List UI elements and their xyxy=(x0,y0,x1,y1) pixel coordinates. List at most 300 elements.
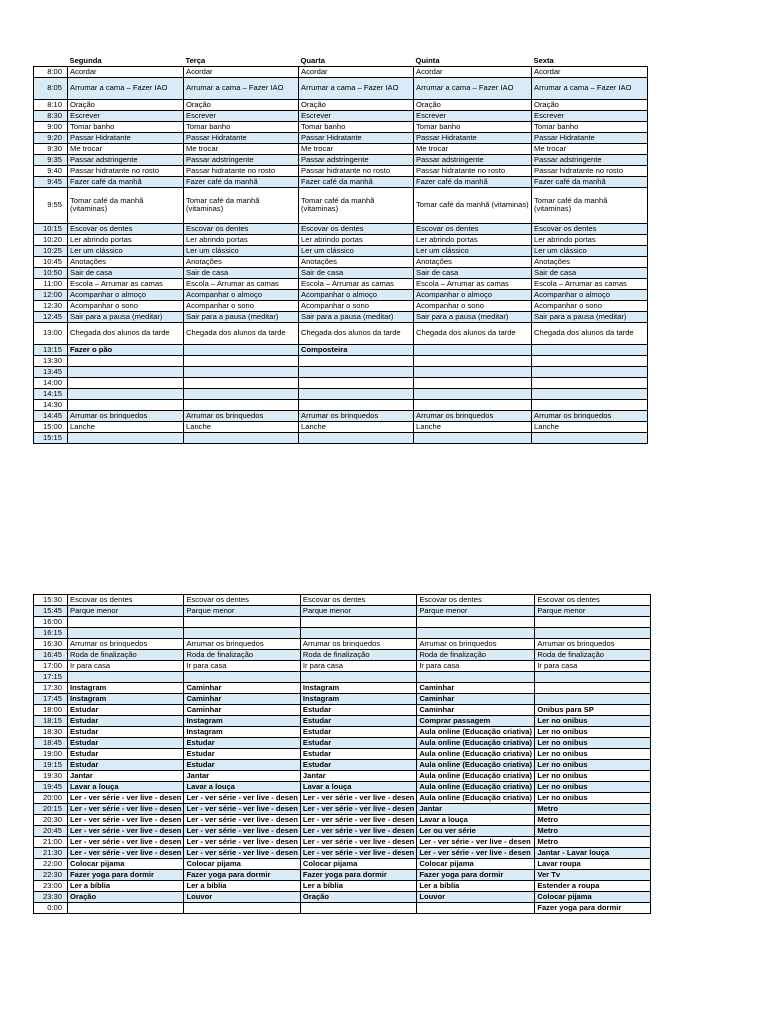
time-cell: 13:15 xyxy=(34,344,68,355)
activity-cell: Chegada dos alunos da tarde xyxy=(299,322,414,344)
activity-cell: Parque menor xyxy=(300,606,416,617)
activity-cell: Oração xyxy=(68,892,184,903)
activity-cell xyxy=(532,388,648,399)
activity-cell: Ler no onibus xyxy=(535,760,651,771)
table-row xyxy=(34,432,648,443)
time-cell: 15:00 xyxy=(34,421,68,432)
activity-cell xyxy=(414,344,532,355)
time-cell: 14:45 xyxy=(34,410,68,421)
activity-cell: Acordar xyxy=(299,66,414,77)
time-cell: 9:40 xyxy=(34,165,68,176)
table-row xyxy=(34,837,651,848)
activity-cell: Estender a roupa xyxy=(535,881,651,892)
activity-cell: Escola – Arrumar as camas xyxy=(532,278,648,289)
activity-cell: Ver Tv xyxy=(535,870,651,881)
activity-cell: Ler - ver série - ver live - desen xyxy=(300,815,416,826)
activity-cell xyxy=(299,355,414,366)
table-row xyxy=(34,311,648,322)
table-row xyxy=(34,793,651,804)
table-row xyxy=(34,749,651,760)
activity-cell: Ler - ver série - ver live - desen xyxy=(68,848,184,859)
time-cell: 0:00 xyxy=(34,903,68,914)
table-row xyxy=(34,859,651,870)
activity-cell: Escola – Arrumar as camas xyxy=(414,278,532,289)
activity-cell: Arrumar os brinquedos xyxy=(414,410,532,421)
activity-cell: Passar adstringente xyxy=(68,154,184,165)
table-row xyxy=(34,154,648,165)
table-row xyxy=(34,716,651,727)
activity-cell: Sair para a pausa (meditar) xyxy=(68,311,184,322)
activity-cell: Aula online (Educação criativa) xyxy=(417,738,535,749)
time-cell: 8:30 xyxy=(34,110,68,121)
activity-cell: Ler - ver série - ver live - desen xyxy=(184,815,300,826)
activity-cell: Escola – Arrumar as camas xyxy=(184,278,299,289)
activity-cell: Ler - ver série - ver live - desen xyxy=(184,793,300,804)
time-cell: 17:45 xyxy=(34,694,68,705)
activity-cell: Fazer café da manhã xyxy=(414,176,532,187)
activity-cell xyxy=(184,432,299,443)
activity-cell xyxy=(414,366,532,377)
activity-cell: Metro xyxy=(535,837,651,848)
activity-cell: Lanche xyxy=(299,421,414,432)
activity-cell: Escovar os dentes xyxy=(300,595,416,606)
activity-cell: Passar Hidratante xyxy=(299,132,414,143)
activity-cell: Ler ou ver série xyxy=(417,826,535,837)
activity-cell: Aula online (Educação criativa) xyxy=(417,782,535,793)
table-row xyxy=(34,705,651,716)
activity-cell: Composteira xyxy=(299,344,414,355)
day-header: Quarta xyxy=(300,55,325,65)
activity-cell xyxy=(299,399,414,410)
activity-cell xyxy=(68,617,184,628)
time-cell: 20:15 xyxy=(34,804,68,815)
activity-cell: Tomar banho xyxy=(68,121,184,132)
activity-cell: Ler no onibus xyxy=(535,727,651,738)
activity-cell: Aula online (Educação criativa) xyxy=(417,749,535,760)
activity-cell: Ler - ver série - ver live - desen xyxy=(68,837,184,848)
activity-cell: Anotações xyxy=(414,256,532,267)
activity-cell: Ler - ver série - ver live - desen xyxy=(184,826,300,837)
activity-cell xyxy=(184,355,299,366)
table-row xyxy=(34,881,651,892)
activity-cell: Sair para a pausa (meditar) xyxy=(532,311,648,322)
activity-cell: Ler a bíblia xyxy=(300,881,416,892)
activity-cell: Escovar os dentes xyxy=(184,223,299,234)
activity-cell: Jantar xyxy=(417,804,535,815)
activity-cell: Lanche xyxy=(414,421,532,432)
activity-cell xyxy=(532,344,648,355)
activity-cell: Estudar xyxy=(300,760,416,771)
activity-cell xyxy=(184,628,300,639)
activity-cell: Sair de casa xyxy=(184,267,299,278)
activity-cell: Fazer o pão xyxy=(68,344,184,355)
activity-cell: Tomar café da manhã (vitaminas) xyxy=(299,187,414,223)
activity-cell: Fazer café da manhã xyxy=(532,176,648,187)
activity-cell: Chegada dos alunos da tarde xyxy=(68,322,184,344)
table-row xyxy=(34,595,651,606)
activity-cell: Chegada dos alunos da tarde xyxy=(532,322,648,344)
activity-cell xyxy=(184,344,299,355)
activity-cell: Passar Hidratante xyxy=(414,132,532,143)
activity-cell: Ler - ver série - ver live - desen xyxy=(300,837,416,848)
activity-cell: Escovar os dentes xyxy=(184,595,300,606)
table-row xyxy=(34,760,651,771)
activity-cell: Lavar a louça xyxy=(184,782,300,793)
activity-cell xyxy=(184,399,299,410)
activity-cell: Estudar xyxy=(184,749,300,760)
activity-cell: Estudar xyxy=(68,760,184,771)
time-cell: 15:45 xyxy=(34,606,68,617)
activity-cell: Roda de finalização xyxy=(184,650,300,661)
activity-cell: Acompanhar o sono xyxy=(68,300,184,311)
activity-cell: Tomar café da manhã (vitaminas) xyxy=(532,187,648,223)
activity-cell: Caminhar xyxy=(417,694,535,705)
table-row xyxy=(34,727,651,738)
table-row xyxy=(34,617,651,628)
activity-cell: Ir para casa xyxy=(68,661,184,672)
activity-cell: Comprar passagem xyxy=(417,716,535,727)
activity-cell xyxy=(535,694,651,705)
time-cell: 11:00 xyxy=(34,278,68,289)
table-row xyxy=(34,903,651,914)
activity-cell xyxy=(184,672,300,683)
activity-cell: Passar adstringente xyxy=(184,154,299,165)
activity-cell: Tomar café da manhã (vitaminas) xyxy=(414,187,532,223)
activity-cell: Roda de finalização xyxy=(535,650,651,661)
time-cell: 13:30 xyxy=(34,355,68,366)
activity-cell: Tomar banho xyxy=(532,121,648,132)
activity-cell: Instagram xyxy=(184,716,300,727)
activity-cell: Anotações xyxy=(532,256,648,267)
activity-cell: Escrever xyxy=(299,110,414,121)
activity-cell: Arrumar os brinquedos xyxy=(299,410,414,421)
activity-cell: Colocar pijama xyxy=(184,859,300,870)
activity-cell: Parque menor xyxy=(535,606,651,617)
activity-cell: Escovar os dentes xyxy=(68,223,184,234)
time-cell: 10:15 xyxy=(34,223,68,234)
activity-cell: Ler - ver série - ver live - desen xyxy=(68,793,184,804)
table-row xyxy=(34,826,651,837)
activity-cell: Fazer yoga para dormir xyxy=(68,870,184,881)
table-row xyxy=(34,143,648,154)
activity-cell: Sair para a pausa (meditar) xyxy=(299,311,414,322)
activity-cell: Passar hidratante no rosto xyxy=(299,165,414,176)
time-cell: 9:45 xyxy=(34,176,68,187)
table-row xyxy=(34,245,648,256)
activity-cell: Colocar pijama xyxy=(535,892,651,903)
activity-cell: Lanche xyxy=(184,421,299,432)
activity-cell: Ler - ver série - ver live - desen xyxy=(300,804,416,815)
activity-cell: Arrumar a cama – Fazer IAO xyxy=(532,77,648,99)
activity-cell: Acordar xyxy=(532,66,648,77)
activity-cell: Ir para casa xyxy=(535,661,651,672)
activity-cell xyxy=(532,355,648,366)
time-cell: 19:00 xyxy=(34,749,68,760)
activity-cell: Ler no onibus xyxy=(535,782,651,793)
activity-cell: Tomar banho xyxy=(414,121,532,132)
activity-cell: Fazer yoga para dormir xyxy=(300,870,416,881)
time-cell: 17:00 xyxy=(34,661,68,672)
activity-cell: Arrumar a cama – Fazer IAO xyxy=(299,77,414,99)
activity-cell: Arrumar os brinquedos xyxy=(417,639,535,650)
activity-cell: Caminhar xyxy=(417,683,535,694)
activity-cell xyxy=(68,628,184,639)
activity-cell: Ler no onibus xyxy=(535,716,651,727)
time-cell: 10:25 xyxy=(34,245,68,256)
time-cell: 18:30 xyxy=(34,727,68,738)
activity-cell xyxy=(532,366,648,377)
activity-cell xyxy=(414,388,532,399)
activity-cell: Acompanhar o almoço xyxy=(68,289,184,300)
activity-cell: Roda de finalização xyxy=(417,650,535,661)
activity-cell: Ler abrindo portas xyxy=(299,234,414,245)
activity-cell xyxy=(184,903,300,914)
table-row xyxy=(34,421,648,432)
time-cell: 8:00 xyxy=(34,66,68,77)
activity-cell: Parque menor xyxy=(68,606,184,617)
header-time-cell xyxy=(34,55,68,66)
activity-cell: Arrumar os brinquedos xyxy=(535,639,651,650)
activity-cell: Ler - ver série - ver live - desen xyxy=(417,837,535,848)
activity-cell: Fazer café da manhã xyxy=(299,176,414,187)
activity-cell: Ler no onibus xyxy=(535,749,651,760)
activity-cell xyxy=(299,432,414,443)
activity-cell: Ler a bíblia xyxy=(184,881,300,892)
table-row xyxy=(34,661,651,672)
activity-cell xyxy=(414,432,532,443)
activity-cell xyxy=(417,672,535,683)
time-cell: 9:55 xyxy=(34,187,68,223)
activity-cell: Ler - ver série - ver live - desen xyxy=(68,815,184,826)
table-row xyxy=(34,267,648,278)
activity-cell: Tomar banho xyxy=(184,121,299,132)
activity-cell: Escola – Arrumar as camas xyxy=(68,278,184,289)
activity-cell: Ler no onibus xyxy=(535,793,651,804)
activity-cell: Escrever xyxy=(532,110,648,121)
table-row xyxy=(34,628,651,639)
activity-cell: Anotações xyxy=(299,256,414,267)
table-row xyxy=(34,344,648,355)
table-row xyxy=(34,782,651,793)
activity-cell: Escovar os dentes xyxy=(535,595,651,606)
activity-cell: Metro xyxy=(535,826,651,837)
table-row xyxy=(34,165,648,176)
activity-cell: Roda de finalização xyxy=(300,650,416,661)
activity-cell: Ler abrindo portas xyxy=(532,234,648,245)
activity-cell: Instagram xyxy=(300,683,416,694)
activity-cell: Acompanhar o almoço xyxy=(532,289,648,300)
activity-cell xyxy=(68,388,184,399)
activity-cell xyxy=(184,388,299,399)
activity-cell: Acompanhar o almoço xyxy=(299,289,414,300)
time-cell: 22:30 xyxy=(34,870,68,881)
activity-cell: Jantar - Lavar louça xyxy=(535,848,651,859)
activity-cell: Acompanhar o almoço xyxy=(414,289,532,300)
activity-cell: Chegada dos alunos da tarde xyxy=(414,322,532,344)
time-cell: 18:15 xyxy=(34,716,68,727)
activity-cell: Escrever xyxy=(414,110,532,121)
time-cell: 15:15 xyxy=(34,432,68,443)
time-cell: 18:00 xyxy=(34,705,68,716)
table-row xyxy=(34,355,648,366)
activity-cell xyxy=(299,377,414,388)
time-cell: 13:00 xyxy=(34,322,68,344)
activity-cell: Caminhar xyxy=(417,705,535,716)
table-row xyxy=(34,300,648,311)
activity-cell: Escrever xyxy=(68,110,184,121)
activity-cell: Me trocar xyxy=(532,143,648,154)
activity-cell: Tomar banho xyxy=(299,121,414,132)
activity-cell: Jantar xyxy=(300,771,416,782)
table-row xyxy=(34,77,648,99)
table-row xyxy=(34,399,648,410)
activity-cell: Ler - ver série - ver live - desen xyxy=(68,804,184,815)
activity-cell: Ler - ver série - ver live - desen xyxy=(184,804,300,815)
activity-cell: Estudar xyxy=(68,716,184,727)
table-row xyxy=(34,694,651,705)
activity-cell: Caminhar xyxy=(184,694,300,705)
activity-cell xyxy=(414,355,532,366)
activity-cell: Acompanhar o sono xyxy=(414,300,532,311)
activity-cell: Acompanhar o sono xyxy=(184,300,299,311)
table-row xyxy=(34,278,648,289)
table-row xyxy=(34,771,651,782)
activity-cell: Arrumar a cama – Fazer IAO xyxy=(68,77,184,99)
table-row xyxy=(34,683,651,694)
activity-cell: Escovar os dentes xyxy=(414,223,532,234)
time-cell: 10:50 xyxy=(34,267,68,278)
activity-cell xyxy=(68,355,184,366)
activity-cell: Ler um clássico xyxy=(184,245,299,256)
activity-cell: Instagram xyxy=(300,694,416,705)
time-cell: 21:30 xyxy=(34,848,68,859)
activity-cell: Passar hidratante no rosto xyxy=(68,165,184,176)
activity-cell: Arrumar os brinquedos xyxy=(68,410,184,421)
activity-cell: Lavar a louça xyxy=(300,782,416,793)
activity-cell xyxy=(532,399,648,410)
activity-cell: Fazer yoga para dormir xyxy=(184,870,300,881)
activity-cell: Parque menor xyxy=(417,606,535,617)
table-row xyxy=(34,66,648,77)
activity-cell xyxy=(300,672,416,683)
activity-cell: Passar hidratante no rosto xyxy=(414,165,532,176)
activity-cell: Estudar xyxy=(300,749,416,760)
activity-cell: Instagram xyxy=(184,727,300,738)
time-cell: 23:30 xyxy=(34,892,68,903)
activity-cell xyxy=(68,377,184,388)
activity-cell: Arrumar os brinquedos xyxy=(68,639,184,650)
activity-cell: Estudar xyxy=(68,727,184,738)
activity-cell: Louvor xyxy=(417,892,535,903)
time-cell: 16:30 xyxy=(34,639,68,650)
activity-cell: Aula online (Educação criativa) xyxy=(417,771,535,782)
activity-cell: Passar Hidratante xyxy=(184,132,299,143)
table-row xyxy=(34,892,651,903)
activity-cell: Ler a bíblia xyxy=(417,881,535,892)
time-cell: 12:45 xyxy=(34,311,68,322)
activity-cell: Lanche xyxy=(68,421,184,432)
activity-cell xyxy=(417,617,535,628)
activity-cell: Colocar pijama xyxy=(68,859,184,870)
table-row xyxy=(34,176,648,187)
activity-cell: Aula online (Educação criativa) xyxy=(417,760,535,771)
activity-cell xyxy=(68,672,184,683)
activity-cell: Estudar xyxy=(184,738,300,749)
activity-cell: Me trocar xyxy=(414,143,532,154)
activity-cell: Ler - ver série - ver live - desen xyxy=(300,826,416,837)
table-row xyxy=(34,289,648,300)
day-header: Quinta xyxy=(415,55,440,65)
activity-cell: Oração xyxy=(184,99,299,110)
activity-cell: Acordar xyxy=(184,66,299,77)
activity-cell: Ler abrindo portas xyxy=(68,234,184,245)
time-cell: 8:05 xyxy=(34,77,68,99)
activity-cell xyxy=(184,366,299,377)
activity-cell: Estudar xyxy=(300,738,416,749)
time-cell: 14:30 xyxy=(34,399,68,410)
activity-cell: Acordar xyxy=(414,66,532,77)
table-row xyxy=(34,121,648,132)
table-row xyxy=(34,804,651,815)
activity-cell: Escovar os dentes xyxy=(532,223,648,234)
activity-cell: Ler no onibus xyxy=(535,738,651,749)
time-cell: 15:30 xyxy=(34,595,68,606)
activity-cell: Passar Hidratante xyxy=(532,132,648,143)
activity-cell: Acordar xyxy=(68,66,184,77)
table-row xyxy=(34,815,651,826)
activity-cell: Fazer yoga para dormir xyxy=(535,903,651,914)
activity-cell: Escovar os dentes xyxy=(68,595,184,606)
activity-cell: Ler - ver série - ver live - desen xyxy=(300,848,416,859)
table-row xyxy=(34,388,648,399)
activity-cell: Me trocar xyxy=(299,143,414,154)
activity-cell: Ir para casa xyxy=(417,661,535,672)
time-cell: 14:00 xyxy=(34,377,68,388)
activity-cell: Ler um clássico xyxy=(299,245,414,256)
activity-cell: Colocar pijama xyxy=(417,859,535,870)
activity-cell: Estudar xyxy=(300,727,416,738)
activity-cell: Jantar xyxy=(68,771,184,782)
activity-cell: Ler a bíblia xyxy=(68,881,184,892)
activity-cell: Ler - ver série - ver live - desen xyxy=(300,793,416,804)
activity-cell: Anotações xyxy=(184,256,299,267)
activity-cell: Ler - ver série - ver live - desen xyxy=(68,826,184,837)
activity-cell xyxy=(300,628,416,639)
table-row xyxy=(34,234,648,245)
time-cell: 12:00 xyxy=(34,289,68,300)
activity-cell: Instagram xyxy=(68,683,184,694)
table-row xyxy=(34,99,648,110)
time-cell: 9:20 xyxy=(34,132,68,143)
activity-cell: Ler - ver série - ver live - desen xyxy=(417,848,535,859)
table-row xyxy=(34,738,651,749)
activity-cell: Passar adstringente xyxy=(299,154,414,165)
activity-cell: Passar adstringente xyxy=(532,154,648,165)
activity-cell: Ler um clássico xyxy=(414,245,532,256)
table-row xyxy=(34,870,651,881)
activity-cell: Ir para casa xyxy=(184,661,300,672)
activity-cell: Sair de casa xyxy=(532,267,648,278)
activity-cell: Arrumar os brinquedos xyxy=(184,639,300,650)
activity-cell: Ler - ver série - ver live - desen xyxy=(184,837,300,848)
activity-cell: Roda de finalização xyxy=(68,650,184,661)
table-row xyxy=(34,132,648,143)
activity-cell: Tomar café da manhã (vitaminas) xyxy=(184,187,299,223)
activity-cell: Oração xyxy=(300,892,416,903)
activity-cell: Me trocar xyxy=(184,143,299,154)
activity-cell: Escovar os dentes xyxy=(417,595,535,606)
activity-cell: Colocar pijama xyxy=(300,859,416,870)
